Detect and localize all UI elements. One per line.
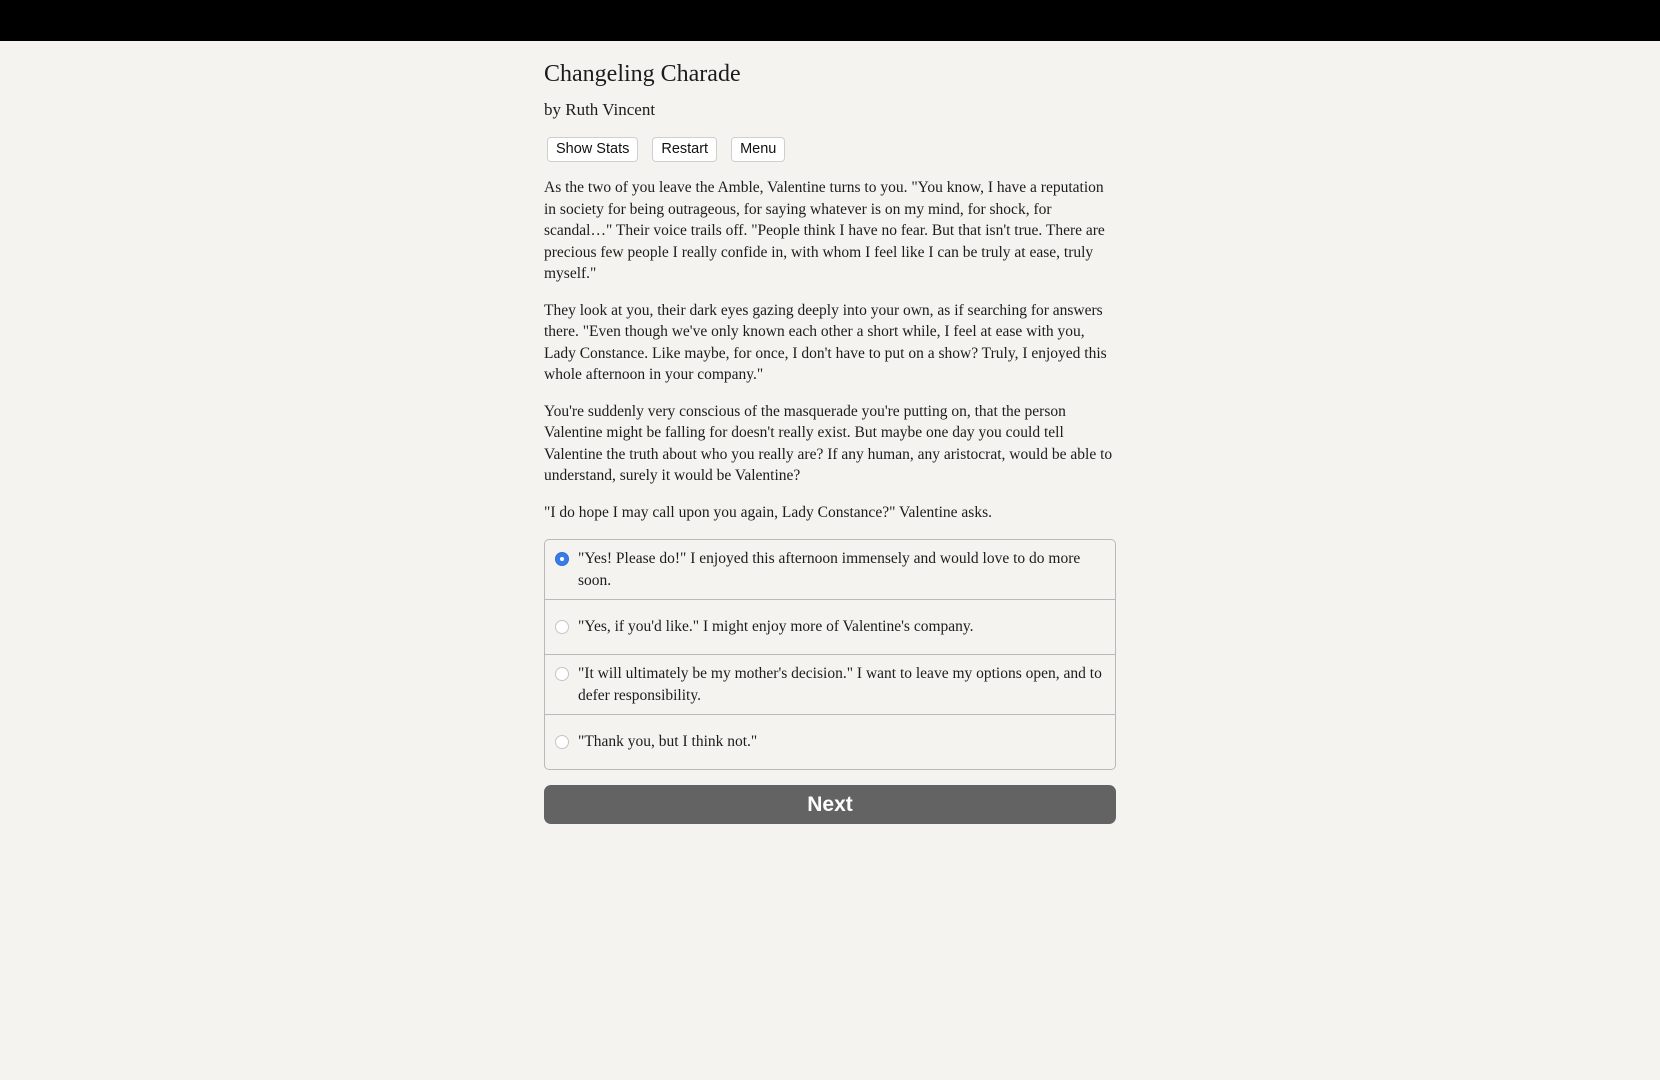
story-paragraph: "I do hope I may call upon you again, Lady Constance?" Valentine asks. bbox=[544, 503, 992, 521]
game-title: Changeling Charade bbox=[544, 61, 741, 87]
top-bar bbox=[0, 0, 1660, 41]
choice-label: "It will ultimately be my mother's decision." I want to leave my options open, and to defer responsibility. bbox=[578, 665, 1102, 704]
choice-label: "Thank you, but I think not." bbox=[578, 733, 758, 751]
radio-button-icon[interactable] bbox=[555, 735, 569, 749]
choice-label: "Yes, if you'd like." I might enjoy more of Valentine's company. bbox=[578, 618, 974, 636]
radio-button-icon[interactable] bbox=[555, 620, 569, 634]
toolbar bbox=[544, 137, 1116, 162]
radio-button-icon[interactable] bbox=[555, 667, 569, 681]
choice-option-1[interactable] bbox=[545, 540, 1115, 599]
choice-option-4[interactable] bbox=[545, 714, 1115, 769]
choice-option-3[interactable] bbox=[545, 654, 1115, 714]
story-paragraph: As the two of you leave the Amble, Valentine turns to you. "You know, I have a reputation in society for being outrageous, for saying whatever is on my mind, for shock, for scandal…" Their voice trails off. "People think I have no fear. But that isn't true. There are precious few people I really confide in, with whom I feel like I can be truly at ease, truly myself." bbox=[544, 179, 1105, 282]
choice-list bbox=[544, 539, 1116, 770]
next-button[interactable]: Next bbox=[544, 785, 1116, 824]
menu-button[interactable]: Menu bbox=[731, 137, 785, 162]
game-container bbox=[544, 41, 1116, 824]
story-paragraph: They look at you, their dark eyes gazing deeply into your own, as if searching for answers there. "Even though we've only known each other a short while, I feel at ease with you, Lady Constance. Like maybe, for once, I don't have to put on a show? Truly, I enjoyed this whole afternoon in your company." bbox=[544, 301, 1107, 383]
restart-button[interactable]: Restart bbox=[652, 137, 717, 162]
story-paragraph: You're suddenly very conscious of the masquerade you're putting on, that the person Valentine might be falling for doesn't really exist. But maybe one day you could tell Valentine the truth about who you really are? If any human, any aristocrat, would be able to understand, surely it would be Valentine? bbox=[544, 402, 1113, 484]
choice-option-2[interactable] bbox=[545, 599, 1115, 654]
story-text bbox=[544, 177, 1116, 523]
choice-label: "Yes! Please do!" I enjoyed this afternoon immensely and would love to do more soon. bbox=[578, 550, 1081, 589]
radio-button-selected-icon[interactable] bbox=[555, 552, 569, 566]
game-author: by Ruth Vincent bbox=[544, 100, 656, 119]
show-stats-button[interactable]: Show Stats bbox=[547, 137, 638, 162]
